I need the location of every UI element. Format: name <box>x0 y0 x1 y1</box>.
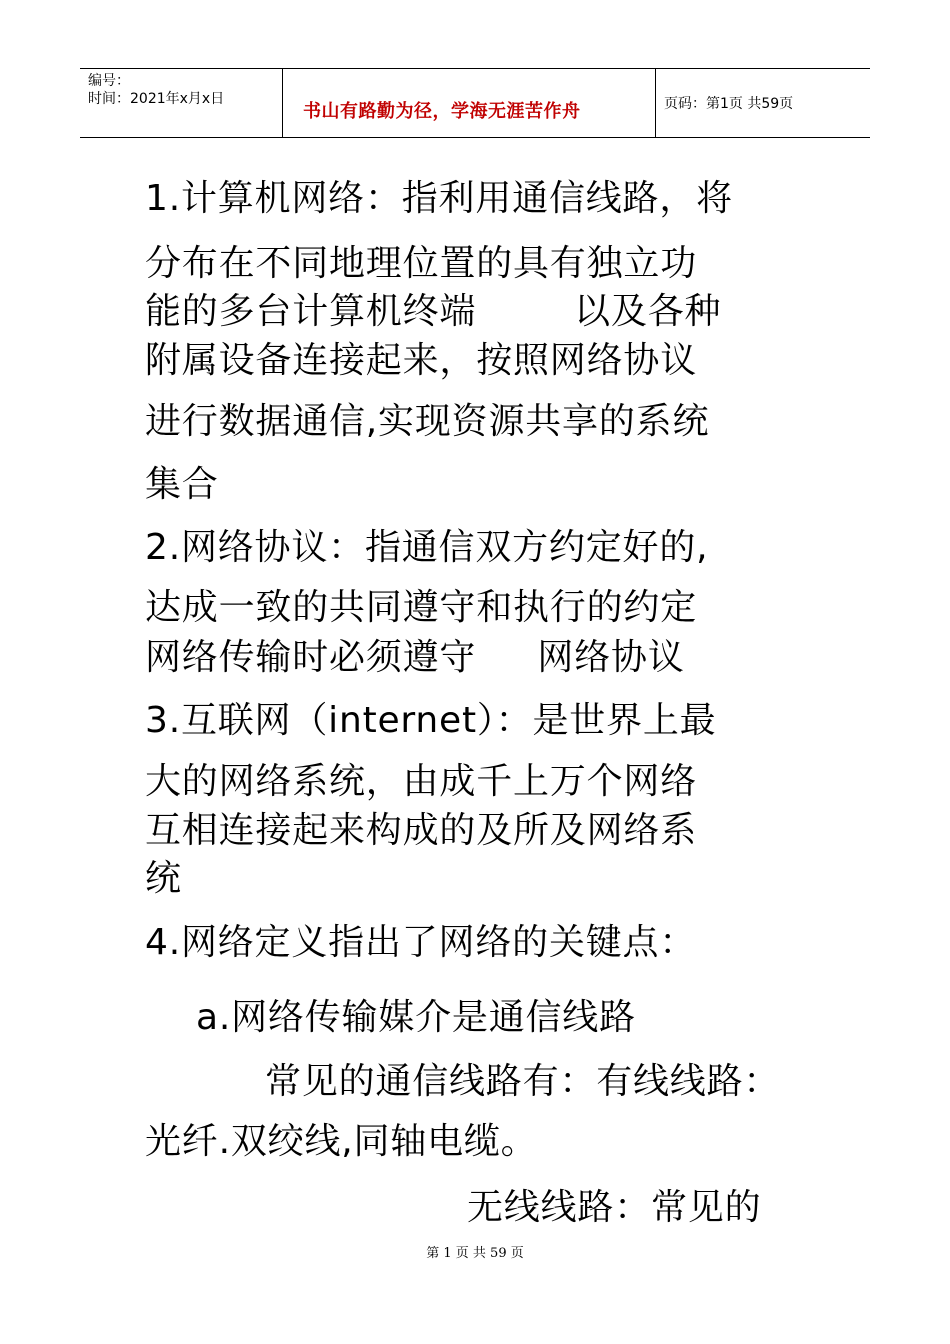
text-line: 4.网络定义指出了网络的关键点： <box>145 922 697 963</box>
text-line: 光纤.双绞线,同轴电缆。 <box>145 1121 538 1162</box>
text-line: 互相连接起来构成的及所及网络系 <box>145 810 698 851</box>
motto-text: 书山有路勤为径，学海无涯苦作舟 <box>303 101 581 122</box>
text-line: 无线线路：常见的 <box>467 1187 762 1228</box>
text-line: 附属设备连接起来，按照网络协议 <box>145 340 698 381</box>
text-line: 能的多台计算机终端 以及各种 <box>145 291 722 332</box>
text-line: 3.互联网（internet）：是世界上最 <box>145 700 717 741</box>
text-line: 统 <box>145 858 182 899</box>
serial-number-label: 编号： <box>88 73 130 89</box>
text-line: 大的网络系统，由成千上万个网络 <box>145 761 698 802</box>
text-line: 达成一致的共同遵守和执行的约定 <box>145 587 698 628</box>
text-line: 常见的通信线路有：有线线路： <box>265 1061 781 1102</box>
text-line: 1.计算机网络：指利用通信线路，将 <box>145 178 733 219</box>
text-line: 进行数据通信,实现资源共享的系统 <box>145 401 710 442</box>
date-label: 时间：2021年x月x日 <box>88 91 225 107</box>
text-line: a.网络传输媒介是通信线路 <box>196 997 636 1038</box>
page-footer: 第 1 页 共 59 页 <box>426 1246 524 1261</box>
text-line: 2.网络协议：指通信双方约定好的, <box>145 527 709 568</box>
text-line: 网络传输时必须遵守 网络协议 <box>145 637 685 678</box>
page-info: 页码：第1页 共59页 <box>664 96 794 112</box>
text-line: 集合 <box>145 464 219 505</box>
text-line: 分布在不同地理位置的具有独立功 <box>145 243 698 284</box>
